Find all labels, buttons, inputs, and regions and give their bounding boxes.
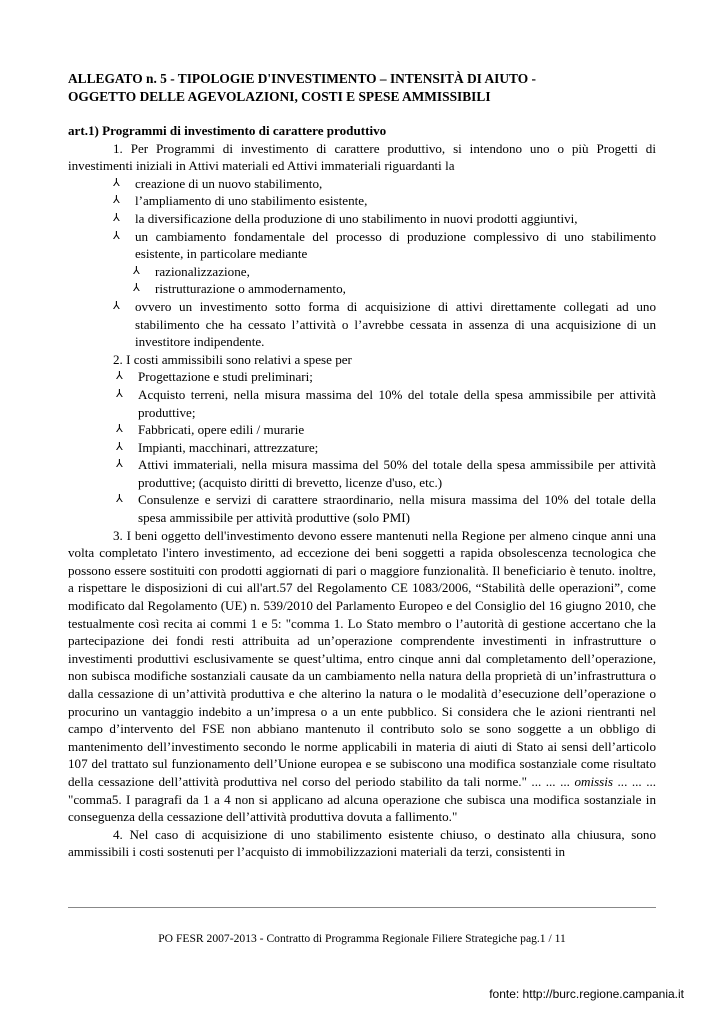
arrowhead-bullet-icon: ⅄ [113, 210, 120, 224]
list-item: ⅄ un cambiamento fondamentale del processo di produzione complessivo di uno stabilimento esistente, in particolare mediante [113, 228, 656, 262]
arrowhead-bullet-icon: ⅄ [116, 386, 123, 400]
document-title-line-1: ALLEGATO n. 5 - TIPOLOGIE D'INVESTIMENTO – INTENSITÀ DI AIUTO - [68, 71, 536, 86]
paragraph-3: 3. I beni oggetto dell'investimento devono essere mantenuti nella Regione per almeno cinque anni una volta completato l'intero investimento, ad eccezione dei beni soggetti a rapida obsolescenza tecnologica che possono essere sostituiti con prodotti aggiornati di pari o maggiore funzionalità. Il beneficiario è tenuto. inoltre, a rispettare le disposizioni di cui all'art.57 del Regolamento CE 1083/2006, “Stabilità delle operazioni”, come modificato dal Regolamento (UE) n. 539/2010 del Parlamento Europeo e del Consiglio del 16 giugno 2010, che testualmente così recita ai commi 1 e 5: "comma 1. Lo Stato membro o l’autorità di gestione accertano che la partecipazione dei fondi resti attribuita ad un’operazione comprendente investimenti in infrastrutture o investimenti produttivi esclusivamente se quest’ultima, entro cinque anni dal completamento dell’operazione, non subisca modifiche sostanziali causate da un cambiamento nella natura della proprietà di un’infrastruttura o dalla cessazione di un’attività produttiva e che alterino la natura o le modalità d’esecuzione dell’operazione o procurino un vantaggio indebito a un’impresa o a un ente pubblico. Si considera che le azioni rientranti nel campo d’intervento del FSE non abbiano mantenuto il contributo solo se sono soggette a un obbligo di mantenimento dell’investimento secondo le norme applicabili in materia di aiuti di Stato ai sensi dell’articolo 107 del trattato sul funzionamento dell’Unione europea e se subiscono una modifica sostanziale come risultato della cessazione dell’attività produttiva nel corso del periodo stabilito da tali norme." ... ... ... omissis ... ... ... "comma5. I paragrafi da 1 a 4 non si applicano ad alcuna operazione che subisca una modifica sostanziale in conseguenza della cessazione dell’attività produttiva dovuta a fallimento." [68, 527, 657, 825]
eligible-costs-list [68, 368, 656, 526]
arrowhead-bullet-icon: ⅄ [133, 263, 140, 277]
investment-subtypes-list [68, 263, 656, 298]
arrowhead-bullet-icon: ⅄ [113, 175, 120, 189]
paragraph-4: 4. Nel caso di acquisizione di uno stabilimento esistente chiuso, o destinato alla chiusura, sono ammissibili i costi sostenuti per l’acquisto di immobilizzazioni materiali da terzi, consistenti in [68, 826, 656, 860]
list-item: ⅄ Fabbricati, opere edili / murarie [116, 422, 305, 438]
source-note: fonte: http://burc.regione.campania.it [489, 987, 684, 1001]
article-heading: art.1) Programmi di investimento di carattere produttivo [68, 123, 387, 138]
list-item: ⅄ la diversificazione della produzione di uno stabilimento in nuovi prodotti aggiuntivi, [113, 210, 578, 226]
footer-divider [68, 907, 656, 908]
arrowhead-bullet-icon: ⅄ [113, 193, 120, 207]
omissis-text: omissis [574, 773, 614, 789]
list-item: ⅄ razionalizzazione, [133, 263, 250, 279]
arrowhead-bullet-icon: ⅄ [116, 457, 123, 471]
arrowhead-bullet-icon: ⅄ [133, 281, 140, 295]
list-item: ⅄ ovvero un investimento sotto forma di acquisizione di attivi direttamente collegati ad uno stabilimento che ha cessato l’attività o l’avrebbe cessata in assenza di una acquisizione di un investitore indipendente. [113, 298, 656, 350]
list-item: ⅄ Consulenze e servizi di carattere straordinario, nella misura massima del 10% del totale della spesa ammissibile per attività produttive (solo PMI) [116, 492, 656, 526]
arrowhead-bullet-icon: ⅄ [116, 492, 123, 506]
arrowhead-bullet-icon: ⅄ [113, 228, 120, 242]
list-item: ⅄ Progettazione e studi preliminari; [116, 369, 313, 385]
document-title-line-2: OGGETTO DELLE AGEVOLAZIONI, COSTI E SPESE AMMISSIBILI [68, 89, 491, 104]
list-item: ⅄ Acquisto terreni, nella misura massima del 10% del totale della spesa ammissibile per attività produttive; [116, 386, 656, 420]
arrowhead-bullet-icon: ⅄ [116, 369, 123, 383]
paragraph-2: 2. I costi ammissibili sono relativi a spese per [113, 351, 352, 367]
document-body [68, 70, 656, 861]
list-item: ⅄ creazione di un nuovo stabilimento, [113, 175, 323, 191]
paragraph-1: 1. Per Programmi di investimento di carattere produttivo, si intendono uno o più Progetti di investimenti iniziali in Attivi materiali ed Attivi immateriali riguardanti la [68, 140, 656, 174]
arrowhead-bullet-icon: ⅄ [116, 439, 123, 453]
arrowhead-bullet-icon: ⅄ [113, 298, 120, 312]
investment-types-list [68, 175, 656, 263]
list-item: ⅄ ristrutturazione o ammodernamento, [133, 281, 346, 297]
list-item: ⅄ Attivi immateriali, nella misura massima del 50% del totale della spesa ammissibile per attività produttive; (acquisto diritti di brevetto, licenze d'uso, etc.) [116, 457, 656, 490]
list-item: ⅄ l’ampliamento di uno stabilimento esistente, [113, 193, 368, 209]
arrowhead-bullet-icon: ⅄ [116, 422, 123, 436]
list-item: ⅄ Impianti, macchinari, attrezzature; [116, 439, 319, 455]
investment-types-list-end [68, 298, 656, 351]
page-footer: PO FESR 2007-2013 - Contratto di Programma Regionale Filiere Strategiche pag.1 / 11 [158, 932, 566, 945]
